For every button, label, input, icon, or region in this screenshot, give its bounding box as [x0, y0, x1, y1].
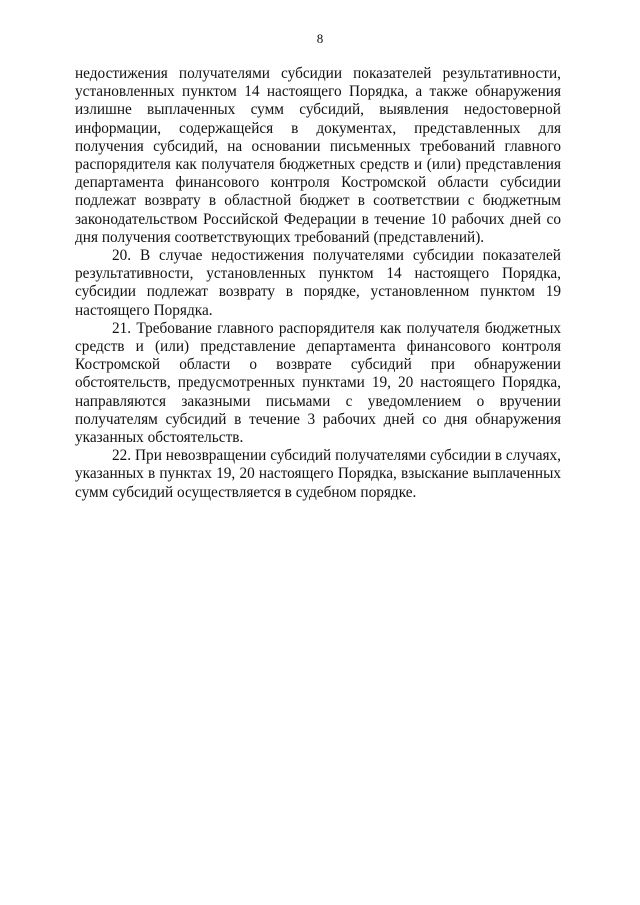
page-number: 8 — [316, 31, 324, 46]
paragraph-19-continuation: недостижения получателями субсидии показателей результативности, установленных пунктом 14 настоящего Порядка, а также обнаружения излишне выплаченных сумм субсидий, выявления недостоверной информации, содержащейся в документах, представленных для получения субсидий, на основании письменных требований главного распорядителя как получателя бюджетных средств и (или) представления департамента финансового контроля Костромской области субсидии подлежат возврату в областной бюджет в соответствии с бюджетным законодательством Российской Федерации в течение 10 рабочих дней со дня получения соответствующих требований (представлений). — [75, 65, 561, 246]
paragraph-21: 21. Требование главного распорядителя как получателя бюджетных средств и (или) представление департамента финансового контроля Костромской области о возврате субсидий при обнаружении обстоятельств, предусмотренных пунктами 19, 20 настоящего Порядка, направляются заказными письмами с уведомлением о вручении получателям субсидий в течение 3 рабочих дней со дня обнаружения указанных обстоятельств. — [75, 319, 561, 447]
document-body — [75, 65, 561, 502]
paragraph-20: 20. В случае недостижения получателями субсидии показателей результативности, установленных пунктом 14 настоящего Порядка, субсидии подлежат возврату в порядке, установленном пунктом 19 настоящего Порядка. — [75, 247, 561, 319]
paragraph-22: 22. При невозвращении субсидий получателями субсидии в случаях, указанных в пунктах 19, 20 настоящего Порядка, взыскание выплаченных сумм субсидий осуществляется в судебном порядке. — [75, 447, 561, 501]
